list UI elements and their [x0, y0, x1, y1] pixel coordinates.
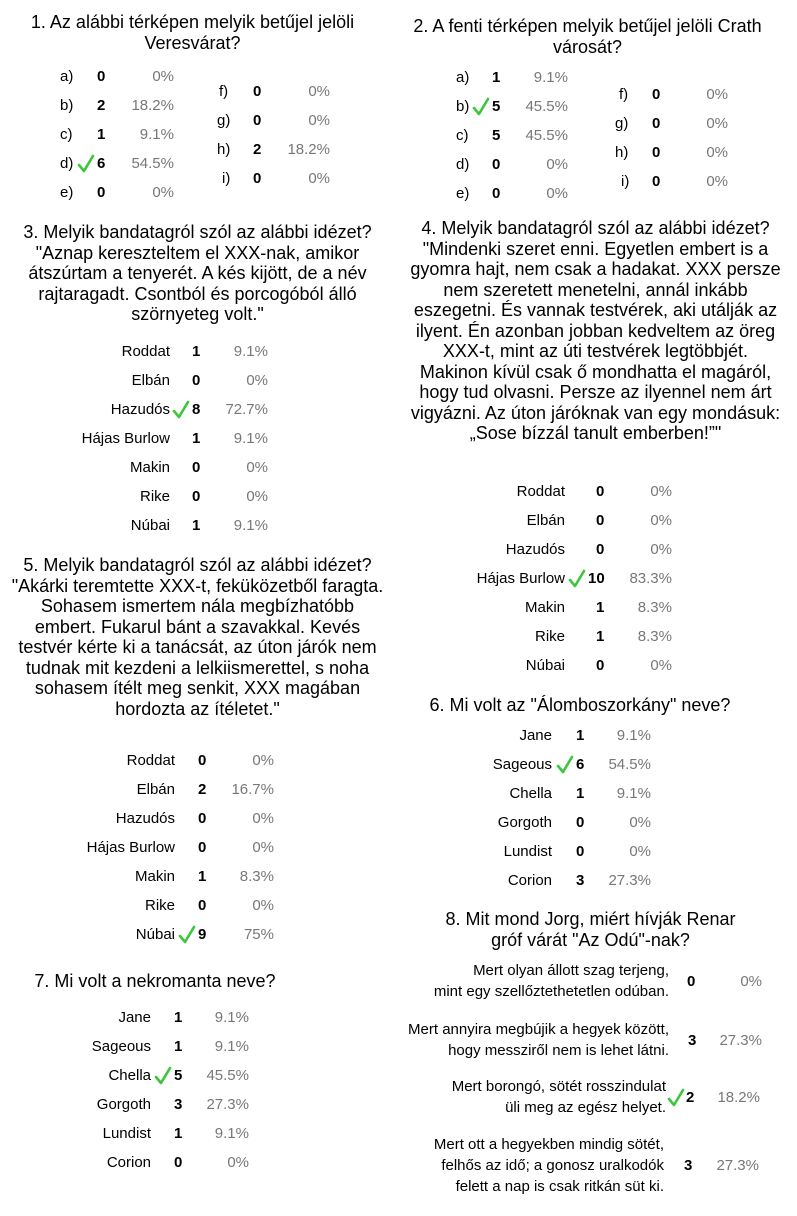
answer-count: 1: [596, 599, 605, 616]
answer-percent: 0%: [706, 115, 728, 132]
answer-text-line: hogy messziről nem is lehet látni.: [448, 1042, 669, 1059]
answer-text-line: Mert borongó, sötét rosszindulat: [451, 1078, 666, 1095]
answer-count: 0: [687, 973, 696, 990]
answer-row-correct: [0, 754, 680, 776]
answer-percent: 8.3%: [637, 628, 672, 645]
answer-label: Corion: [507, 872, 552, 889]
answer-count: 3: [684, 1157, 693, 1174]
answer-percent: 16.7%: [231, 781, 274, 798]
answer-label: Roddat: [516, 483, 565, 500]
answer-percent: 0%: [252, 839, 274, 856]
answer-percent: 0%: [650, 512, 672, 529]
answer-text-line: Mert olyan állott szag terjeng,: [473, 962, 669, 979]
answer-count: 0: [253, 112, 262, 129]
answer-count: 2: [686, 1089, 695, 1106]
answer-label: b): [60, 97, 74, 114]
answer-label: Núbai: [525, 657, 565, 674]
answer-label: a): [60, 68, 74, 85]
answer-percent: 0%: [706, 144, 728, 161]
answer-percent: 8.3%: [637, 599, 672, 616]
answer-label: g): [615, 115, 629, 132]
answer-label: Lundist: [102, 1125, 151, 1142]
answer-count: 3: [576, 872, 585, 889]
answer-text-line: felett a nap is csak ritkán süt ki.: [455, 1178, 664, 1195]
answer-row: [0, 725, 680, 747]
answer-count: 1: [192, 343, 201, 360]
answer-row-correct: [0, 924, 300, 946]
answer-count: 5: [492, 98, 501, 115]
answer-percent: 0%: [308, 170, 330, 187]
answer-label: b): [456, 98, 470, 115]
answer-label: c): [60, 126, 73, 143]
answer-percent: 9.1%: [233, 517, 268, 534]
answer-percent: 9.1%: [214, 1038, 249, 1055]
answer-label: d): [60, 155, 74, 172]
answer-count: 0: [174, 1154, 183, 1171]
answer-label: Elbán: [131, 372, 170, 389]
answer-count: 1: [192, 430, 201, 447]
check-mark-icon: [172, 400, 190, 420]
answer-count: 0: [492, 156, 501, 173]
answer-label: Elbán: [136, 781, 175, 798]
answer-row: [0, 1134, 797, 1200]
answer-row: [0, 84, 740, 106]
answer-label: Rike: [144, 897, 175, 914]
answer-count: 3: [174, 1096, 183, 1113]
answer-label: Lundist: [503, 843, 552, 860]
answer-label: Gorgoth: [96, 1096, 151, 1113]
answer-count: 1: [192, 517, 201, 534]
answer-row: [0, 783, 680, 805]
answer-percent: 9.1%: [616, 785, 651, 802]
answer-label: i): [621, 173, 630, 190]
answer-percent: 27.3%: [719, 1032, 762, 1049]
answer-row: [0, 428, 290, 450]
answer-count: 6: [576, 756, 585, 773]
answer-row: [0, 870, 680, 892]
answer-label: i): [222, 170, 231, 187]
answer-percent: 0%: [706, 173, 728, 190]
answer-count: 0: [253, 83, 262, 100]
answer-count: 0: [652, 144, 661, 161]
answer-count: 2: [97, 97, 106, 114]
answer-row: [0, 171, 740, 193]
answer-label: Elbán: [526, 512, 565, 529]
answer-count: 0: [192, 372, 201, 389]
answer-row: [0, 113, 740, 135]
answer-row: [0, 341, 290, 363]
answer-count: 0: [652, 86, 661, 103]
answer-row-correct: [0, 1076, 797, 1122]
answer-label: c): [456, 127, 469, 144]
answer-count: 1: [492, 69, 501, 86]
answer-count: 6: [97, 155, 106, 172]
answer-percent: 9.1%: [214, 1125, 249, 1142]
answer-percent: 0%: [252, 810, 274, 827]
answer-row: [0, 142, 740, 164]
answer-label: e): [60, 184, 74, 201]
answer-label: Makin: [129, 459, 170, 476]
answer-percent: 27.3%: [206, 1096, 249, 1113]
question-3-title: 3. Melyik bandatagról szól az alábbi idézet? "Aznap kereszteltem el XXX-nak, amikor átszúrtam a tenyerét. A kés kijött, de a név rajtaragadt. Csontból és porcogóból álló szörnyeteg volt.": [23, 222, 372, 324]
answer-text-line: Mert annyira megbújik a hegyek között,: [408, 1021, 669, 1038]
answer-count: 0: [198, 839, 207, 856]
answer-percent: 83.3%: [629, 570, 672, 587]
answer-count: 3: [688, 1032, 697, 1049]
answer-count: 0: [192, 459, 201, 476]
answer-label: Núbai: [130, 517, 170, 534]
answer-percent: 0%: [246, 372, 268, 389]
answer-percent: 0%: [152, 68, 174, 85]
answer-label: Roddat: [126, 752, 175, 769]
answer-count: 1: [174, 1009, 183, 1026]
answer-count: 1: [97, 126, 106, 143]
answer-percent: 0%: [650, 483, 672, 500]
answer-count: 0: [253, 170, 262, 187]
question-4-title: 4. Melyik bandatagról szól az alábbi idézet? "Mindenki szeret enni. Egyetlen embert is a gyomra hajt, nem csak a hadakat. XXX persze nem szeretett menetelni, annál inkább eszegetni. És vannak testvérek, aki utálják az ilyent. Én azonban jobban kedveltem az öreg XXX-t, mint az úti testvérek legtöbbjét. Makinon kívül csak ő mondhatta el magáról, hogy tud olvasni. Persze az ilyennel nem árt vigyázni. Az úton járóknak van egy mondásuk: „Sose bízzál tanult emberben!”": [410, 218, 781, 443]
answer-count: 1: [576, 727, 585, 744]
answer-count: 0: [192, 488, 201, 505]
answer-percent: 27.3%: [608, 872, 651, 889]
answer-label: Hájas Burlow: [86, 839, 175, 856]
answer-percent: 18.2%: [131, 97, 174, 114]
answer-row: [0, 895, 300, 917]
answer-count: 8: [192, 401, 201, 418]
answer-label: Jane: [519, 727, 552, 744]
answer-count: 9: [198, 926, 207, 943]
answer-label: Gorgoth: [497, 814, 552, 831]
answer-label: Hazudós: [505, 541, 565, 558]
answer-count: 0: [576, 814, 585, 831]
answer-percent: 0%: [650, 657, 672, 674]
answer-text-line: Mert ott a hegyekben mindig sötét,: [433, 1136, 664, 1153]
question-8-title: 8. Mit mond Jorg, miért hívják Renar gróf várát "Az Odú"-nak?: [445, 909, 736, 950]
answer-percent: 0%: [252, 752, 274, 769]
answer-label: Sageous: [492, 756, 552, 773]
answer-label: Rike: [534, 628, 565, 645]
answer-label: f): [619, 86, 629, 103]
answer-row: [0, 1019, 797, 1065]
question-7-title: 7. Mi volt a nekromanta neve?: [34, 971, 276, 991]
answer-count: 0: [652, 173, 661, 190]
answer-label: Roddat: [121, 343, 170, 360]
answer-count: 1: [198, 868, 207, 885]
answer-row-correct: [0, 399, 290, 421]
answer-percent: 45.5%: [525, 98, 568, 115]
answer-label: Núbai: [135, 926, 175, 943]
answer-percent: 72.7%: [225, 401, 268, 418]
answer-label: h): [217, 141, 231, 158]
answer-row: [0, 812, 680, 834]
answer-percent: 45.5%: [206, 1067, 249, 1084]
answer-percent: 9.1%: [233, 430, 268, 447]
answer-count: 0: [576, 843, 585, 860]
answer-percent: 54.5%: [608, 756, 651, 773]
answer-label: a): [456, 69, 470, 86]
answer-count: 5: [174, 1067, 183, 1084]
answer-percent: 0%: [706, 86, 728, 103]
answer-percent: 0%: [740, 973, 762, 990]
answer-count: 2: [198, 781, 207, 798]
answer-percent: 9.1%: [533, 69, 568, 86]
answer-percent: 9.1%: [616, 727, 651, 744]
answer-label: Hazudós: [110, 401, 170, 418]
answer-percent: 8.3%: [239, 868, 274, 885]
answer-label: e): [456, 185, 470, 202]
answer-label: Hazudós: [115, 810, 175, 827]
answer-count: 1: [596, 628, 605, 645]
answer-count: 1: [174, 1125, 183, 1142]
answer-percent: 75%: [243, 926, 274, 943]
question-1-title: 1. Az alábbi térképen melyik betűjel jelöli Veresvárat?: [30, 12, 355, 53]
answer-count: 0: [492, 185, 501, 202]
answer-count: 0: [596, 512, 605, 529]
answer-row: [0, 841, 680, 863]
answer-percent: 0%: [252, 897, 274, 914]
answer-percent: 0%: [227, 1154, 249, 1171]
answer-count: 2: [253, 141, 262, 158]
answer-label: Hájas Burlow: [476, 570, 565, 587]
check-mark-icon: [178, 925, 196, 945]
answer-count: 0: [596, 541, 605, 558]
answer-percent: 54.5%: [131, 155, 174, 172]
answer-count: 0: [97, 184, 106, 201]
answer-label: Sageous: [91, 1038, 151, 1055]
answer-percent: 9.1%: [214, 1009, 249, 1026]
answer-count: 0: [198, 897, 207, 914]
question-2-title: 2. A fenti térképen melyik betűjel jelöli Crath városát?: [413, 16, 762, 57]
answer-percent: 0%: [546, 185, 568, 202]
answer-percent: 45.5%: [525, 127, 568, 144]
answer-count: 1: [576, 785, 585, 802]
answer-label: Chella: [509, 785, 552, 802]
answer-percent: 18.2%: [717, 1089, 760, 1106]
answer-label: g): [217, 112, 231, 129]
answer-percent: 0%: [308, 112, 330, 129]
answer-percent: 27.3%: [716, 1157, 759, 1174]
answer-percent: 0%: [546, 156, 568, 173]
answer-count: 10: [588, 570, 605, 587]
answer-count: 0: [596, 657, 605, 674]
answer-label: f): [219, 83, 229, 100]
answer-row: [0, 370, 290, 392]
answer-percent: 9.1%: [139, 126, 174, 143]
answer-label: Makin: [524, 599, 565, 616]
answer-count: 0: [596, 483, 605, 500]
check-mark-icon: [568, 569, 586, 589]
answer-row: [0, 510, 700, 532]
answer-label: Chella: [108, 1067, 151, 1084]
answer-percent: 0%: [629, 814, 651, 831]
answer-percent: 0%: [246, 459, 268, 476]
answer-label: Hájas Burlow: [81, 430, 170, 447]
answer-count: 0: [198, 752, 207, 769]
answer-percent: 0%: [650, 541, 672, 558]
answer-percent: 0%: [629, 843, 651, 860]
answer-label: Corion: [106, 1154, 151, 1171]
answer-count: 5: [492, 127, 501, 144]
answer-count: 0: [198, 810, 207, 827]
answer-row: [0, 457, 290, 479]
answer-label: Rike: [139, 488, 170, 505]
answer-row: [0, 960, 797, 1006]
answer-label: h): [615, 144, 629, 161]
answer-label: Jane: [118, 1009, 151, 1026]
answer-percent: 9.1%: [233, 343, 268, 360]
answer-label: Makin: [134, 868, 175, 885]
answer-count: 0: [97, 68, 106, 85]
answer-text-line: üli meg az egész helyet.: [505, 1099, 666, 1116]
answer-text-line: felhős az idő; a gonosz uralkodók: [441, 1157, 664, 1174]
question-5-title: 5. Melyik bandatagról szól az alábbi idézet? "Akárki teremtette XXX-t, feküközetből faragta. Sohasem ismertem nála megbízhatóbb embert. Fukarul bánt a szavakkal. Kevés testvér kérte ki a tanácsát, az úton járók nem tudnak mit kezdeni a lelkiismerettel, s noha sohasem ítélt meg senkit, XXX magában hordozta az ítéletet.": [11, 555, 384, 719]
answer-text-line: mint egy szellőztethetetlen odúban.: [433, 983, 669, 1000]
check-mark-icon: [556, 755, 574, 775]
answer-count: 1: [174, 1038, 183, 1055]
question-6-title: 6. Mi volt az "Álomboszorkány" neve?: [429, 695, 731, 715]
answer-percent: 0%: [308, 83, 330, 100]
answer-label: d): [456, 156, 470, 173]
answer-percent: 0%: [246, 488, 268, 505]
answer-percent: 18.2%: [287, 141, 330, 158]
answer-count: 0: [652, 115, 661, 132]
answer-row: [0, 481, 700, 503]
answer-percent: 0%: [152, 184, 174, 201]
check-mark-icon: [667, 1088, 685, 1108]
